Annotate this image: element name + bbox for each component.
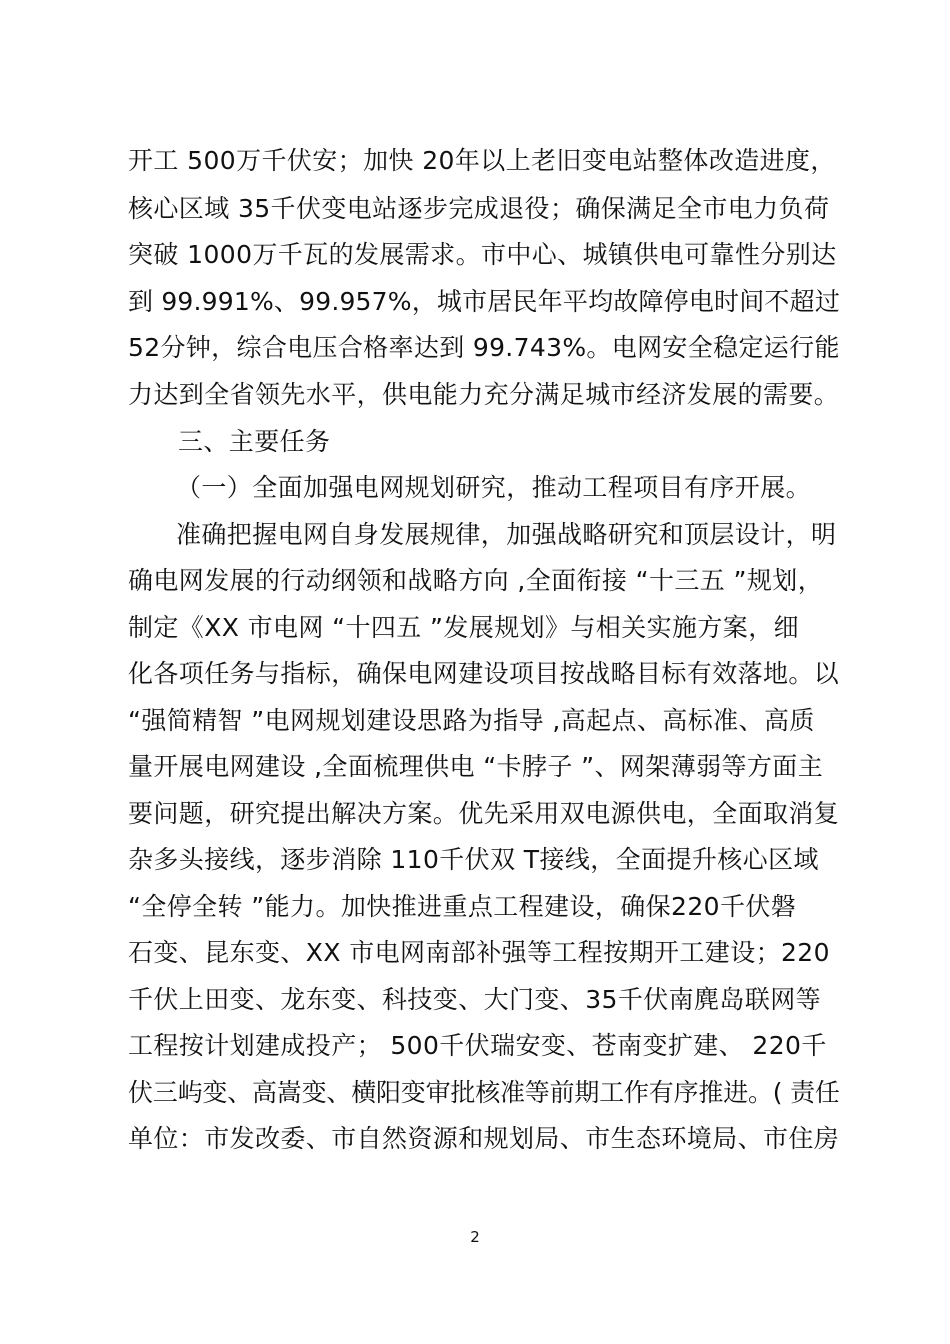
text-line: 到 99.991%、99.957%，城市居民年平均故障停电时间不超过: [128, 287, 841, 316]
text-line: 力达到全省领先水平，供电能力充分满足城市经济发展的需要。: [128, 380, 840, 409]
text-line: “全停全转 ”能力。加快推进重点工程建设，确保220千伏磐: [128, 892, 797, 921]
text-line: 确电网发展的行动纲领和战略方向 ,全面衔接 “十三五 ”规划，: [128, 566, 824, 595]
text-line: 要问题，研究提出解决方案。优先采用双电源供电，全面取消复: [128, 799, 840, 828]
text-line: 制定《XX 市电网 “十四五 ”发展规划》与相关实施方案，细: [128, 613, 799, 642]
text-line: 核心区域 35千伏变电站逐步完成退役；确保满足全市电力负荷: [128, 194, 830, 223]
text-line: 量开展电网建设 ,全面梳理供电 “卡脖子 ”、网架薄弱等方面主: [128, 752, 824, 781]
text-line: 工程按计划建成投产； 500千伏瑞安变、苍南变扩建、 220千: [128, 1031, 827, 1060]
text-line: “强简精智 ”电网规划建设思路为指导 ,高起点、高标准、高质: [128, 706, 815, 735]
text-line: 伏三屿变、高嵩变、横阳变审批核准等前期工作有序推进。( 责任: [128, 1078, 840, 1107]
text-line: 杂多头接线，逐步消除 110千伏双 T接线，全面提升核心区域: [128, 845, 819, 874]
text-line: 准确把握电网自身发展规律，加强战略研究和顶层设计，明: [176, 520, 837, 549]
text-line: 单位：市发改委、市自然资源和规划局、市生态环境局、市住房: [128, 1124, 840, 1153]
text-line: 52分钟，综合电压合格率达到 99.743%。电网安全稳定运行能: [128, 333, 840, 362]
text-line: 千伏上田变、龙东变、科技变、大门变、35千伏南麂岛联网等: [128, 985, 822, 1014]
text-line: 化各项任务与指标，确保电网建设项目按战略目标有效落地。以: [128, 659, 840, 688]
text-line: 开工 500万千伏安；加快 20年以上老旧变电站整体改造进度，: [128, 146, 836, 175]
page-number: 2: [470, 1228, 480, 1246]
text-line: 石变、昆东变、XX 市电网南部补强等工程按期开工建设；220: [128, 938, 830, 967]
subsection-heading: （一）全面加强电网规划研究，推动工程项目有序开展。: [176, 473, 812, 502]
section-heading: 三、主要任务: [178, 427, 331, 456]
text-line: 突破 1000万千瓦的发展需求。市中心、城镇供电可靠性分别达: [128, 240, 837, 269]
